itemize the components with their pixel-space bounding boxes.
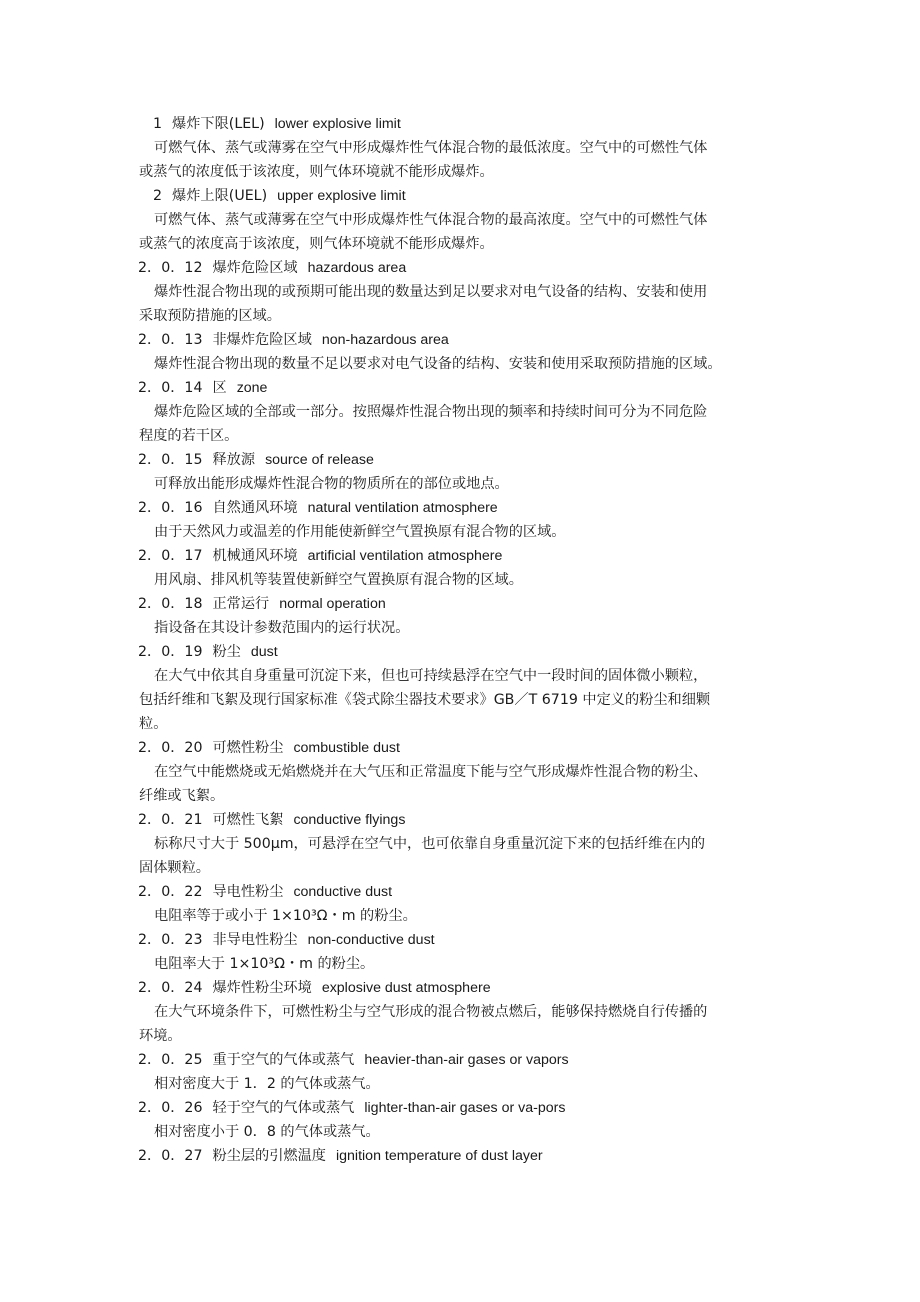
term-number: 2．0．21 <box>138 812 203 828</box>
term-chinese-name: 非导电性粉尘 <box>212 932 298 948</box>
term-english-name: conductive flyings <box>293 812 406 828</box>
term-number: 2．0．12 <box>138 260 203 276</box>
term-heading <box>0 376 920 400</box>
term-number: 2．0．14 <box>138 380 203 396</box>
term-heading <box>0 976 920 1000</box>
term-heading <box>0 736 920 760</box>
term-english-name: source of release <box>265 452 374 468</box>
term-chinese-name: 释放源 <box>212 452 256 468</box>
term-heading <box>0 496 920 520</box>
term-chinese-name: 轻于空气的气体或蒸气 <box>212 1100 355 1116</box>
term-definition: 爆炸危险区域的全部或一部分。按照爆炸性混合物出现的频率和持续时间可分为不同危险 <box>154 404 708 420</box>
term-definition: 爆炸性混合物出现的或预期可能出现的数量达到足以要求对电气设备的结构、安装和使用 <box>154 284 708 300</box>
term-english-name: combustible dust <box>293 740 400 756</box>
term-definition: 可燃气体、蒸气或薄雾在空气中形成爆炸性气体混合物的最高浓度。空气中的可燃性气体 <box>154 212 708 228</box>
term-definition: 标称尺寸大于 500μm，可悬浮在空气中，也可依靠自身重量沉淀下来的包括纤维在内的 <box>154 836 706 852</box>
term-heading <box>0 808 920 832</box>
term-definition: 由于天然风力或温差的作用能使新鲜空气置换原有混合物的区域。 <box>154 524 566 540</box>
term-heading <box>0 448 920 472</box>
term-chinese-name: 粉尘 <box>212 644 241 660</box>
term-english-name: natural ventilation atmosphere <box>307 500 498 516</box>
term-english-name: non-hazardous area <box>321 332 449 348</box>
term-heading <box>0 112 920 136</box>
term-number: 2．0．27 <box>138 1148 203 1164</box>
term-chinese-name: 粉尘层的引燃温度 <box>212 1148 326 1164</box>
term-definition-continued: 程度的若干区。 <box>139 428 239 444</box>
term-heading <box>0 1144 920 1168</box>
term-definition: 指设备在其设计参数范围内的运行状况。 <box>154 620 410 636</box>
term-definition-continued: 固体颗粒。 <box>139 860 210 876</box>
term-chinese-name: 可燃性粉尘 <box>212 740 284 756</box>
term-heading <box>0 592 920 616</box>
term-english-name: dust <box>250 644 278 660</box>
term-english-name: conductive dust <box>293 884 393 900</box>
term-chinese-name: 爆炸上限(UEL) <box>172 188 268 204</box>
term-english-name: lower explosive limit <box>274 116 401 132</box>
term-english-name: explosive dust atmosphere <box>321 980 491 996</box>
term-english-name: hazardous area <box>307 260 407 276</box>
term-english-name: lighter-than-air gases or va-pors <box>364 1100 566 1116</box>
term-definition-continued: 粒。 <box>139 716 168 732</box>
term-chinese-name: 重于空气的气体或蒸气 <box>212 1052 355 1068</box>
term-english-name: ignition temperature of dust layer <box>336 1148 543 1164</box>
term-number: 1 <box>153 116 163 132</box>
term-definition: 在大气环境条件下，可燃性粉尘与空气形成的混合物被点燃后，能够保持燃烧自行传播的 <box>154 1004 708 1020</box>
term-number: 2．0．15 <box>138 452 203 468</box>
term-number: 2．0．16 <box>138 500 203 516</box>
term-definition-continued: 纤维或飞絮。 <box>139 788 225 804</box>
term-definition: 可燃气体、蒸气或薄雾在空气中形成爆炸性气体混合物的最低浓度。空气中的可燃性气体 <box>154 140 708 156</box>
term-definition: 爆炸性混合物出现的数量不足以要求对电气设备的结构、安装和使用采取预防措施的区域。 <box>154 356 722 372</box>
term-definition: 电阻率等于或小于 1×10³Ω・m 的粉尘。 <box>154 908 417 924</box>
term-number: 2．0．19 <box>138 644 203 660</box>
term-chinese-name: 机械通风环境 <box>212 548 298 564</box>
term-english-name: upper explosive limit <box>277 188 406 204</box>
term-number: 2．0．26 <box>138 1100 203 1116</box>
term-definition-continued: 包括纤维和飞絮及现行国家标准《袋式除尘器技术要求》GB／T 6719 中定义的粉尘和细颗 <box>139 692 711 708</box>
term-definition: 在大气中依其自身重量可沉淀下来，但也可持续悬浮在空气中一段时间的固体微小颗粒， <box>154 668 708 684</box>
term-heading <box>0 928 920 952</box>
term-number: 2．0．17 <box>138 548 203 564</box>
term-english-name: normal operation <box>279 596 386 612</box>
term-english-name: zone <box>236 380 268 396</box>
term-number: 2．0．24 <box>138 980 203 996</box>
term-number: 2．0．25 <box>138 1052 203 1068</box>
term-definition: 相对密度小于 0．8 的气体或蒸气。 <box>154 1124 380 1140</box>
term-chinese-name: 导电性粉尘 <box>212 884 284 900</box>
term-english-name: artificial ventilation atmosphere <box>307 548 503 564</box>
term-heading <box>0 256 920 280</box>
term-heading <box>0 640 920 664</box>
term-definition-continued: 采取预防措施的区域。 <box>139 308 281 324</box>
term-number: 2．0．23 <box>138 932 203 948</box>
term-chinese-name: 爆炸下限(LEL) <box>172 116 265 132</box>
term-chinese-name: 非爆炸危险区域 <box>212 332 312 348</box>
term-definition: 可释放出能形成爆炸性混合物的物质所在的部位或地点。 <box>154 476 509 492</box>
term-chinese-name: 自然通风环境 <box>212 500 298 516</box>
term-heading <box>0 544 920 568</box>
term-definition: 用风扇、排风机等装置使新鲜空气置换原有混合物的区域。 <box>154 572 523 588</box>
term-definition-continued: 或蒸气的浓度低于该浓度，则气体环境就不能形成爆炸。 <box>139 164 494 180</box>
term-definition-continued: 或蒸气的浓度高于该浓度，则气体环境就不能形成爆炸。 <box>139 236 494 252</box>
term-chinese-name: 爆炸性粉尘环境 <box>212 980 312 996</box>
term-english-name: heavier-than-air gases or vapors <box>364 1052 569 1068</box>
term-heading <box>0 1096 920 1120</box>
term-chinese-name: 爆炸危险区域 <box>212 260 298 276</box>
term-chinese-name: 可燃性飞絮 <box>212 812 284 828</box>
term-number: 2．0．18 <box>138 596 203 612</box>
term-number: 2．0．13 <box>138 332 203 348</box>
term-heading <box>0 1048 920 1072</box>
term-definition: 相对密度大于 1．2 的气体或蒸气。 <box>154 1076 380 1092</box>
term-heading <box>0 184 920 208</box>
term-definition: 在空气中能燃烧或无焰燃烧并在大气压和正常温度下能与空气形成爆炸性混合物的粉尘、 <box>154 764 708 780</box>
term-definition: 电阻率大于 1×10³Ω・m 的粉尘。 <box>154 956 375 972</box>
document-page <box>0 112 920 1168</box>
term-heading <box>0 880 920 904</box>
term-chinese-name: 区 <box>212 380 227 396</box>
term-chinese-name: 正常运行 <box>212 596 270 612</box>
term-definition-continued: 环境。 <box>139 1028 182 1044</box>
term-heading <box>0 328 920 352</box>
term-english-name: non-conductive dust <box>307 932 435 948</box>
term-number: 2．0．22 <box>138 884 203 900</box>
term-number: 2 <box>153 188 163 204</box>
term-number: 2．0．20 <box>138 740 203 756</box>
